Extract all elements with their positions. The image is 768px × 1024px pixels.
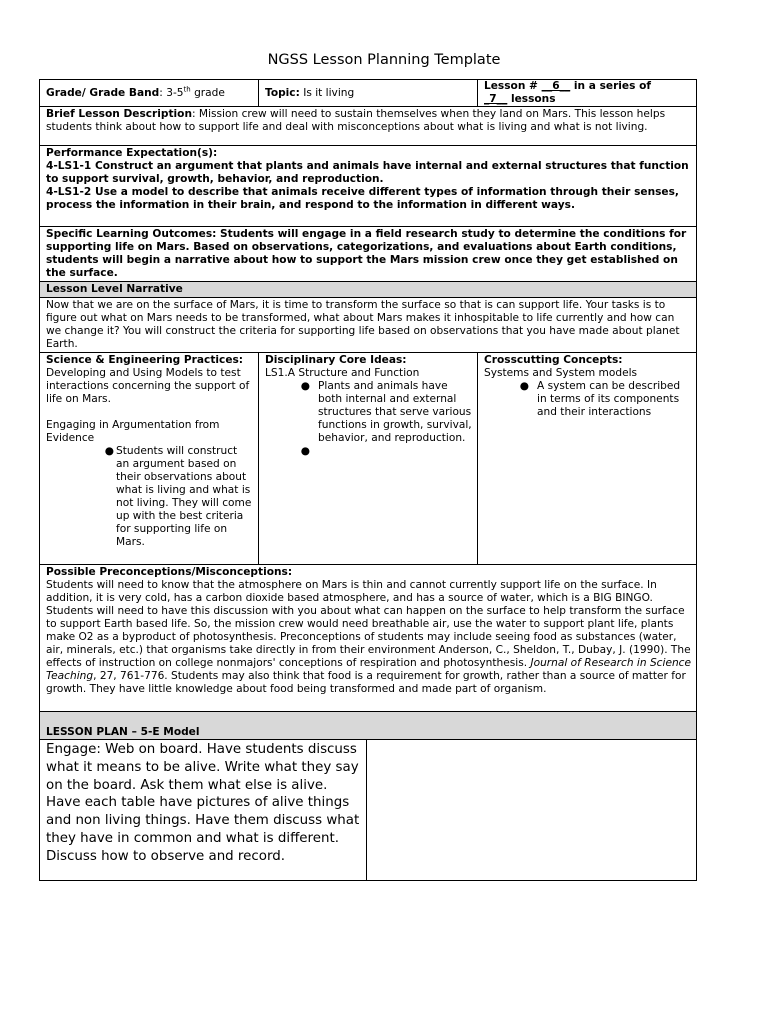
bullet-icon: ● <box>300 380 310 392</box>
grade-sup: th <box>183 84 191 93</box>
dci-empty-bullet <box>265 445 472 458</box>
lesson-number-cell <box>478 80 697 107</box>
brief-text: : Mission crew will need to sustain themselves when they land on Mars. This lesson helps students think about how to support life and deal with misconceptions about what is living and what is not living. <box>46 108 666 133</box>
grade-label: Grade/ Grade Band <box>46 86 160 99</box>
dci-structure: LS1.A Structure and Function <box>265 367 420 379</box>
page-title: NGSS Lesson Planning Template <box>267 52 501 68</box>
learning-outcomes-cell <box>40 227 697 282</box>
topic-value: Is it living <box>299 86 355 99</box>
narrative-text: Now that we are on the surface of Mars, it is time to transform the surface so that is can support life. Your tasks is to figure out what on Mars needs to be transformed, what about Mars makes it inhospitable to life currently and how can we change it? You will construct the criteria for supporting life based on observations that you have made about planet Earth. <box>46 299 680 350</box>
brief-description-cell <box>40 107 697 146</box>
sep-heading: Science & Engineering Practices: <box>46 354 244 366</box>
learning-outcomes-text: Specific Learning Outcomes: Students will engage in a field research study to determine the conditions for supporting life on Mars. Based on observations, categorizations, and evaluations about Earth conditions, students will begin a narrative about how to support the Mars mission crew once they get established on the surface. <box>46 228 687 279</box>
pe-4-ls1-2: 4-LS1-2 Use a model to describe that animals receive different types of information through their senses, process the information in their brain, and respond to the information in different ways. <box>46 186 679 211</box>
sep-bullet-text: Students will construct an argument based on their observations about what is living and what is not living. They will come up with the best criteria for supporting life on Mars. <box>116 445 252 548</box>
lesson-series-label: in a series of <box>570 80 651 92</box>
topic-label: Topic: <box>265 86 300 99</box>
narrative-cell <box>40 298 697 353</box>
bullet-icon: ● <box>519 380 529 392</box>
bullet-icon: ● <box>300 445 310 457</box>
lesson-count-label: lessons <box>507 92 556 105</box>
topic-cell <box>259 80 478 107</box>
brief-label: Brief Lesson Description <box>46 108 192 120</box>
preconceptions-text-b: , 27, 761-776. Students may also think that food is a requirement for growth, rather than a source of matter for growth. They have little knowledge about food being transformed and made part of organism. <box>46 670 686 695</box>
journal-title: Journal of Research in Science Teaching <box>46 657 692 682</box>
sep-models: Developing and Using Models to test interactions concerning the support of life on Mars. <box>46 367 250 405</box>
preconceptions-text-a: Students will need to know that the atmosphere on Mars is thin and cannot currently support life on the surface. In addition, it is very cold, has a carbon dioxide based atmosphere, and has a source of water, which is a BIG BINGO. Students will need to have this discussion with you about what can happen on the surface to help transform the surface to support Earth based life. So, the mission crew would need breathable air, use the water to support plant life, plants make O2 as a byproduct of photosynthesis. Preconceptions of students may include seeing food as substances (water, air, minerals, etc.) that organisms take directly in from their environment Anderson, C., Sheldon, T., Dubay, J. (1990). The effects of instruction on college nonmajors' conceptions of respiration and photosynthesis. <box>46 579 691 669</box>
bullet-icon: ● <box>104 445 114 457</box>
ccc-bullet-text: A system can be described in terms of its components and their interactions <box>537 380 681 418</box>
grade-value: : 3-5 <box>159 86 184 99</box>
ccc-systems: Systems and System models <box>484 367 638 379</box>
dci-bullet-text: Plants and animals have both internal and external structures that serve various functions in growth, survival, behavior, and reproduction. <box>318 380 472 444</box>
lesson-count: _7__ <box>484 92 508 105</box>
lesson-plan-right-cell <box>367 740 697 881</box>
sep-argumentation: Engaging in Argumentation from Evidence <box>46 419 220 444</box>
engage-text: Engage: Web on board. Have students discuss what it means to be alive. Write what they say on the board. Ask them what else is alive. Have each table have pictures of alive things and non living things. Have them discuss what they have in common and what is different. Discuss how to observe and record. <box>46 742 360 864</box>
pe-4-ls1-1: 4-LS1-1 Construct an argument that plants and animals have internal and external structures that function to support survival, growth, behavior, and reproduction. <box>46 160 689 185</box>
lesson-label: Lesson # <box>484 80 542 92</box>
preconceptions-heading: Possible Preconceptions/Misconceptions: <box>46 566 293 578</box>
lesson-number: __6__ <box>541 80 571 92</box>
grade-cell <box>40 80 259 107</box>
preconceptions-cell <box>40 565 697 712</box>
grade-value-post: grade <box>190 86 225 99</box>
engage-cell <box>40 740 367 881</box>
ccc-heading: Crosscutting Concepts: <box>484 354 623 366</box>
lesson-planning-table <box>39 79 697 881</box>
ccc-bullet <box>484 380 691 419</box>
dci-bullet <box>265 380 472 445</box>
dci-cell <box>259 353 478 565</box>
performance-label: Performance Expectation(s): <box>46 147 218 159</box>
performance-expectations-cell <box>40 146 697 227</box>
preconceptions-text <box>46 579 691 696</box>
narrative-heading: Lesson Level Narrative <box>40 282 697 298</box>
sep-bullet <box>46 445 253 549</box>
dci-heading: Disciplinary Core Ideas: <box>265 354 407 366</box>
sep-cell <box>40 353 259 565</box>
lesson-plan-heading: LESSON PLAN – 5-E Model <box>40 712 697 740</box>
ccc-cell <box>478 353 697 565</box>
